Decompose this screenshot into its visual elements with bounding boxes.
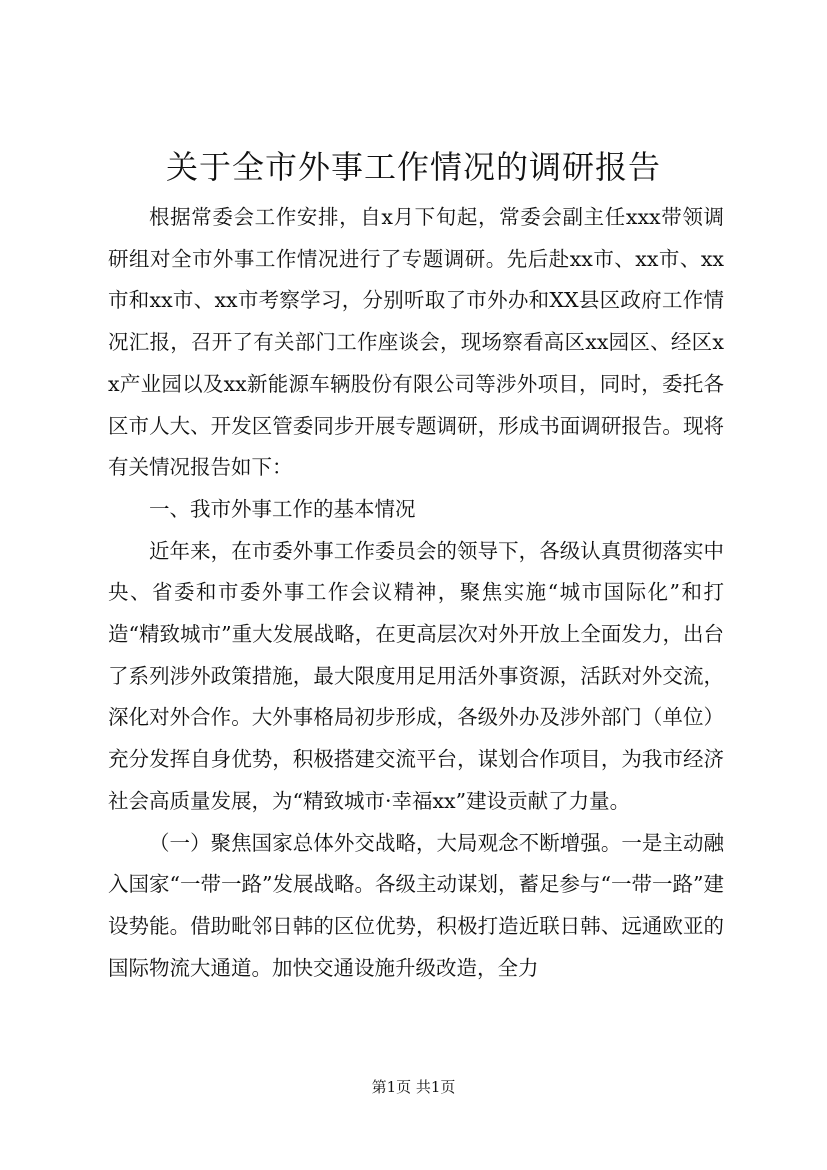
- page-footer: 第1页 共1页: [371, 1078, 456, 1096]
- overview-paragraph: 近年来，在市委外事工作委员会的领导下，各级认真贯彻落实中央、省委和市委外事工作会议精神，聚焦实施“城市国际化”和打造“精致城市”重大发展战略，在更高层次对外开放上全面发力，出台了系列涉外政策措施，最大限度用足用活外事资源，活跃对外交流，深化对外合作。大外事格局初步形成，各级外办及涉外部门（单位）充分发挥自身优势，积极搭建交流平台，谋划合作项目，为我市经济社会高质量发展，为“精致城市·幸福xx”建设贡献了力量。: [108, 538, 724, 813]
- document-body: [108, 197, 724, 989]
- intro-paragraph: 根据常委会工作安排，自x月下旬起，常委会副主任xxx带领调研组对全市外事工作情况进行了专题调研。先后赴xx市、xx市、xx市和xx市、xx市考察学习，分别听取了市外办和XX县区政府工作情况汇报，召开了有关部门工作座谈会，现场察看高区xx园区、经区xx产业园以及xx新能源车辆股份有限公司等涉外项目，同时，委托各区市人大、开发区管委同步开展专题调研，形成书面调研报告。现将有关情况报告如下：: [108, 205, 724, 480]
- section-heading: 一、我市外事工作的基本情况: [149, 496, 416, 521]
- document-title: 关于全市外事工作情况的调研报告: [165, 148, 661, 186]
- subsection-paragraph: （一）聚焦国家总体外交战略，大局观念不断增强。一是主动融入国家“一带一路”发展战略。各级主动谋划，蓄足参与“一带一路”建设势能。借助毗邻日韩的区位优势，积极打造近联日韩、远通欧亚的国际物流大通道。加快交通设施升级改造，全力: [108, 830, 724, 980]
